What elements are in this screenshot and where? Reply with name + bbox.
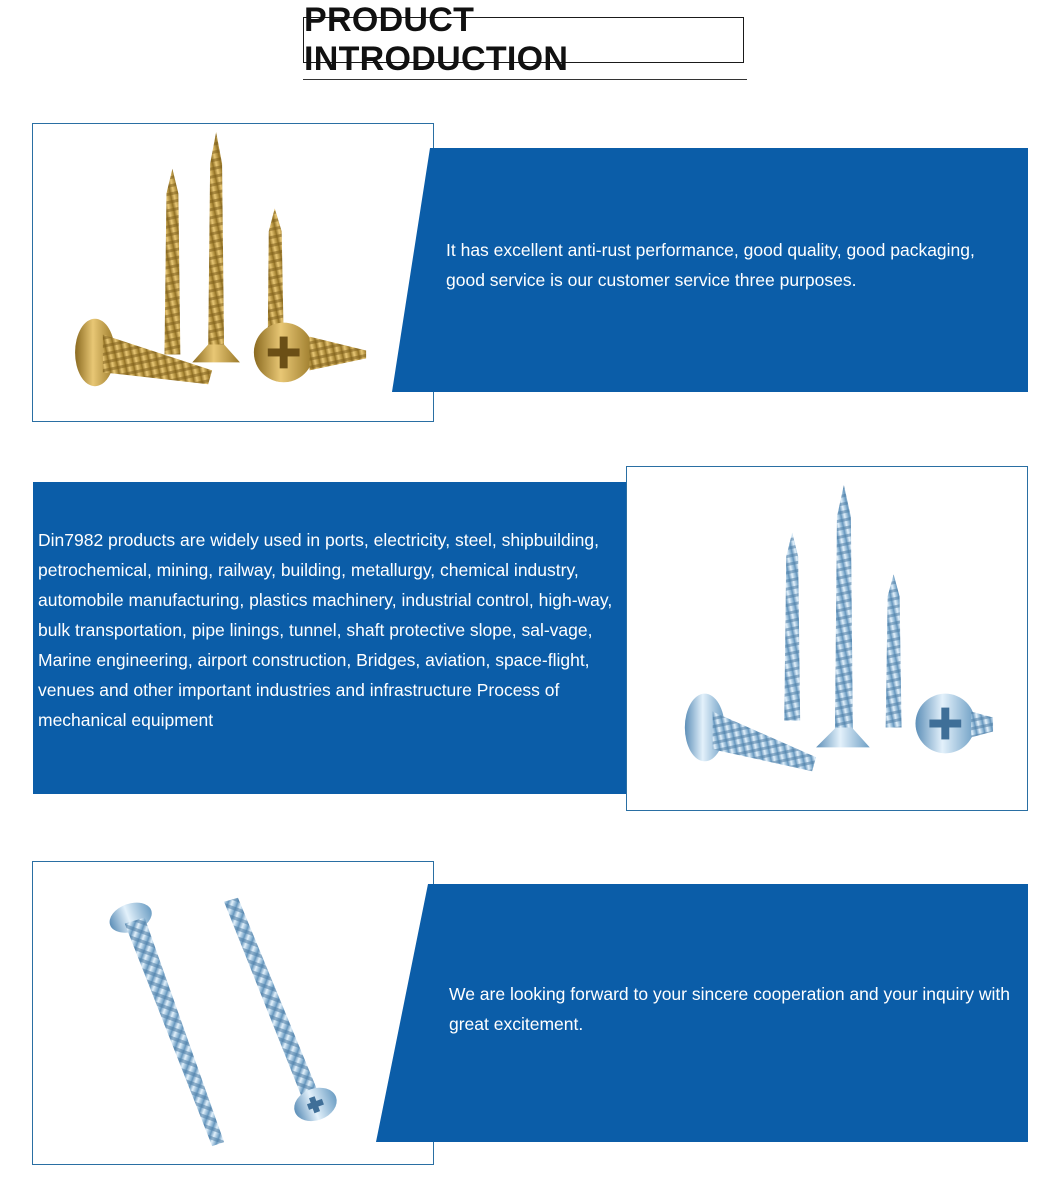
page-title: PRODUCT INTRODUCTION (303, 17, 744, 63)
feature-text-2: Din7982 products are widely used in ports, electricity, steel, shipbuilding, petrochemical, mining, railway, building, metallurgy, chemical industry, automobile manufacturing, plastics machinery, industrial control, high-way, bulk transportation, pipe linings, tunnel, shaft protective slope, sal-vage, Marine engineering, airport construction, Bridges, aviation, space-flight, venues and other important industries and infrastructure Process of mechanical equipment (38, 530, 613, 730)
feature-text-3: We are looking forward to your sincere cooperation and your inquiry with great excitement. (449, 984, 1010, 1034)
countersunk-screws-image (32, 861, 434, 1165)
feature-text-1: It has excellent anti-rust performance, good quality, good packaging, good service is our customer service three purposes. (446, 240, 975, 290)
blue-zinc-screws-image (626, 466, 1028, 811)
title-underline (303, 79, 747, 80)
yellow-zinc-screws-image (32, 123, 434, 422)
